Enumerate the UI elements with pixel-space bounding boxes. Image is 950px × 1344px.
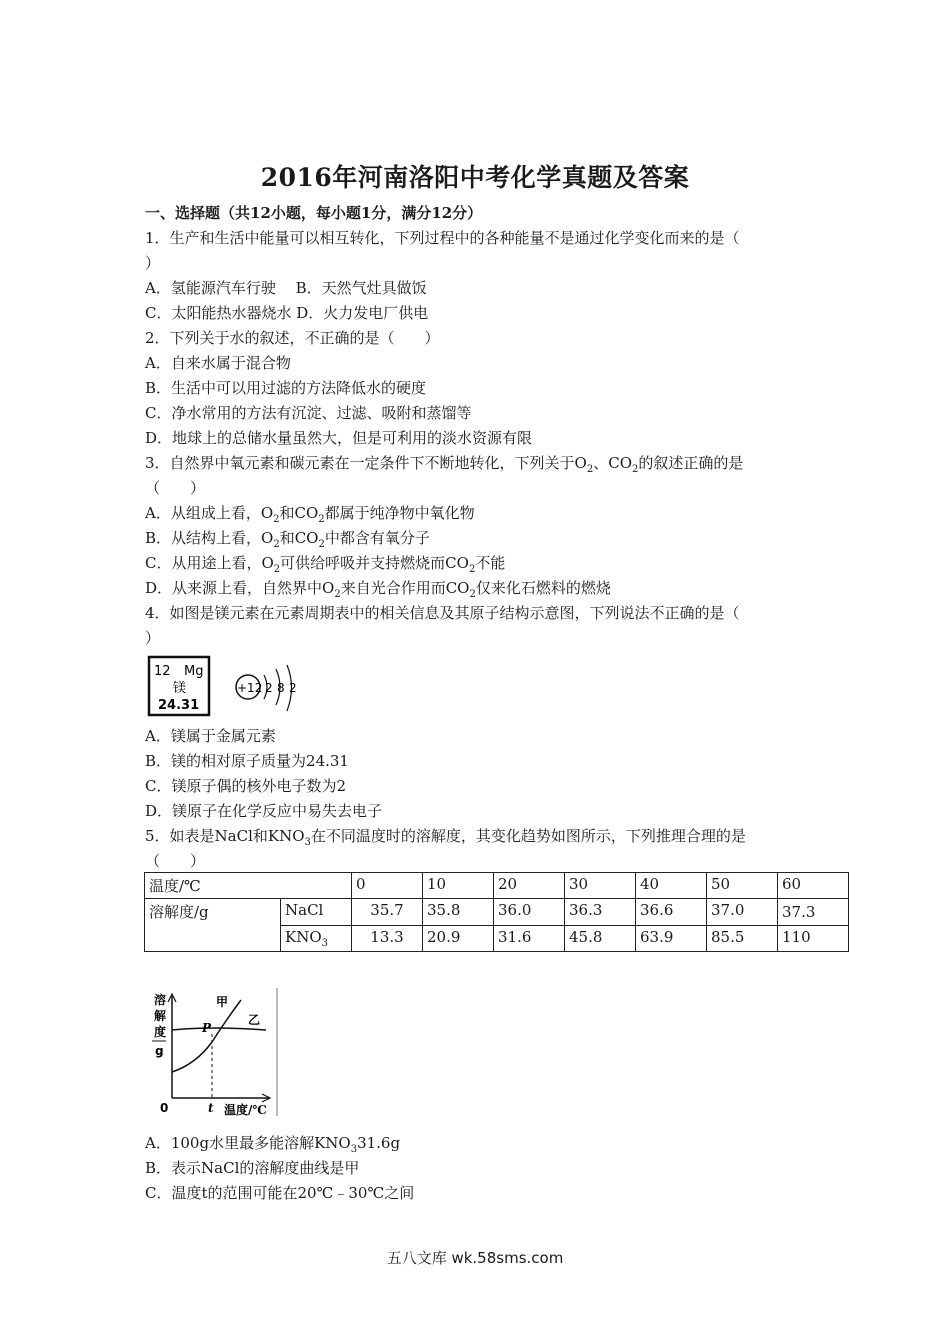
nucleus-charge: +12	[237, 681, 263, 695]
page-title: 2016年河南洛阳中考化学真题及答案	[260, 163, 690, 192]
q5-option-a: A．100g水里最多能溶解$KNO_331.6g$	[145, 1134, 401, 1155]
q2-stem: 2．下列关于水的叙述，不正确的是（ ）	[145, 329, 440, 347]
ylabel-char: 度	[154, 1025, 167, 1039]
q1-options-cd: C．太阳能热水器烧水 D．火力发电厂供电	[145, 304, 429, 322]
q2-option-b: B．生活中可以用过滤的方法降低水的硬度	[145, 379, 427, 397]
atomic-mass: 24.31	[158, 698, 200, 713]
point-p-label: P	[202, 1021, 212, 1035]
ylabel-char: g	[155, 1044, 164, 1058]
table-cell: 60	[778, 873, 849, 899]
q3-stem-cont: （ ）	[145, 479, 206, 497]
table-cell: 35.7	[352, 899, 423, 926]
table-cell: 37.3	[778, 899, 849, 926]
section-heading: 一、选择题（共12小题，每小题1分，满分12分）	[145, 204, 483, 222]
shell-electrons-2: 8	[277, 681, 285, 695]
t-label: t	[208, 1101, 214, 1115]
table-cell: 10	[423, 873, 494, 899]
q3-option-c: C．从用途上看，$O_2$可供给呼吸并支持燃烧而$CO_2$不能	[145, 554, 506, 575]
table-cell: 40	[636, 873, 707, 899]
ylabel-char: 解	[154, 1009, 167, 1023]
solubility-label-cell: 溶解度/g	[145, 899, 281, 952]
q5-option-c: C．温度t的范围可能在20℃﹣30℃之间	[145, 1184, 415, 1202]
shell-electrons-3: 2	[289, 681, 297, 695]
ylabel-char: 溶	[154, 993, 167, 1007]
table-cell: 20	[494, 873, 565, 899]
atomic-number: 12	[154, 664, 171, 679]
table-cell: 0	[352, 873, 423, 899]
table-cell: 20.9	[423, 926, 494, 952]
q5-option-b: B．表示NaCl的溶解度曲线是甲	[145, 1159, 360, 1177]
table-row-nacl	[145, 899, 880, 926]
q5-stem-cont: （ ）	[145, 852, 206, 870]
solubility-graph	[146, 988, 282, 1118]
q2-option-a: A．自来水属于混合物	[145, 354, 291, 372]
shell-electrons-1: 2	[265, 681, 273, 695]
table-cell: 110	[778, 926, 849, 952]
table-cell: 35.8	[423, 899, 494, 926]
q3-stem: 3．自然界中氧元素和碳元素在一定条件下不断地转化，下列关于$O_2$、$CO_2$的叙述正确的是	[145, 454, 744, 475]
q2-option-c: C．净水常用的方法有沉淀、过滤、吸附和蒸馏等	[145, 404, 472, 422]
nacl-label-cell: NaCl	[281, 899, 352, 926]
table-cell: 36.0	[494, 899, 565, 926]
kno3-label-cell: $KNO_3$	[281, 926, 352, 952]
q1-stem-cont: ）	[145, 254, 161, 272]
table-cell: 13.3	[352, 926, 423, 952]
curve-jia-label: 甲	[216, 995, 229, 1009]
q2-option-d: D．地球上的总储水量虽然大，但是可利用的淡水资源有限	[145, 429, 533, 447]
table-cell: 85.5	[707, 926, 778, 952]
q3-option-a: A．从组成上看，$O_2$和$CO_2$都属于纯净物中氧化物	[145, 504, 475, 525]
solubility-table	[144, 872, 880, 952]
q1-stem: 1．生产和生活中能量可以相互转化，下列过程中的各种能量不是通过化学变化而来的是（	[145, 229, 740, 247]
q4-option-a: A．镁属于金属元素	[145, 727, 276, 745]
q4-stem-cont: ）	[145, 629, 161, 647]
element-name: 镁	[173, 681, 187, 696]
q3-option-d: D．从来源上看，自然界中$O_2$来自光合作用而$CO_2$仅来化石燃料的燃烧	[145, 579, 611, 600]
table-row-temp	[145, 873, 880, 899]
table-cell: 31.6	[494, 926, 565, 952]
origin-label: 0	[160, 1101, 169, 1115]
q5-stem: 5．如表是NaCl和$KNO_3$在不同温度时的溶解度，其变化趋势如图所示，下列推理合理的是	[145, 827, 746, 848]
table-cell: 45.8	[565, 926, 636, 952]
q3-option-b: B．从结构上看，$O_2$和$CO_2$中都含有氧分子	[145, 529, 430, 550]
q1-options-ab: A．氢能源汽车行驶 B．天然气灶具做饭	[145, 279, 427, 297]
table-cell: 36.3	[565, 899, 636, 926]
xlabel: 温度/℃	[224, 1103, 267, 1117]
temp-label-cell: 温度/℃	[145, 873, 352, 899]
table-cell: 30	[565, 873, 636, 899]
table-cell: 36.6	[636, 899, 707, 926]
magnesium-figure	[146, 653, 306, 718]
table-cell: 63.9	[636, 926, 707, 952]
curve-yi	[172, 1028, 266, 1030]
q4-option-d: D．镁原子在化学反应中易失去电子	[145, 802, 383, 820]
element-symbol: Mg	[184, 664, 204, 679]
curve-yi-label: 乙	[248, 1013, 261, 1027]
curve-jia	[172, 1000, 241, 1072]
footer-watermark: 五八文库 wk.58sms.com	[386, 1249, 564, 1267]
q4-option-c: C．镁原子偶的核外电子数为2	[145, 777, 347, 795]
q4-option-b: B．镁的相对原子质量为24.31	[145, 752, 349, 770]
table-cell: 50	[707, 873, 778, 899]
q4-stem: 4．如图是镁元素在元素周期表中的相关信息及其原子结构示意图，下列说法不正确的是（	[145, 604, 740, 622]
table-cell: 37.0	[707, 899, 778, 926]
